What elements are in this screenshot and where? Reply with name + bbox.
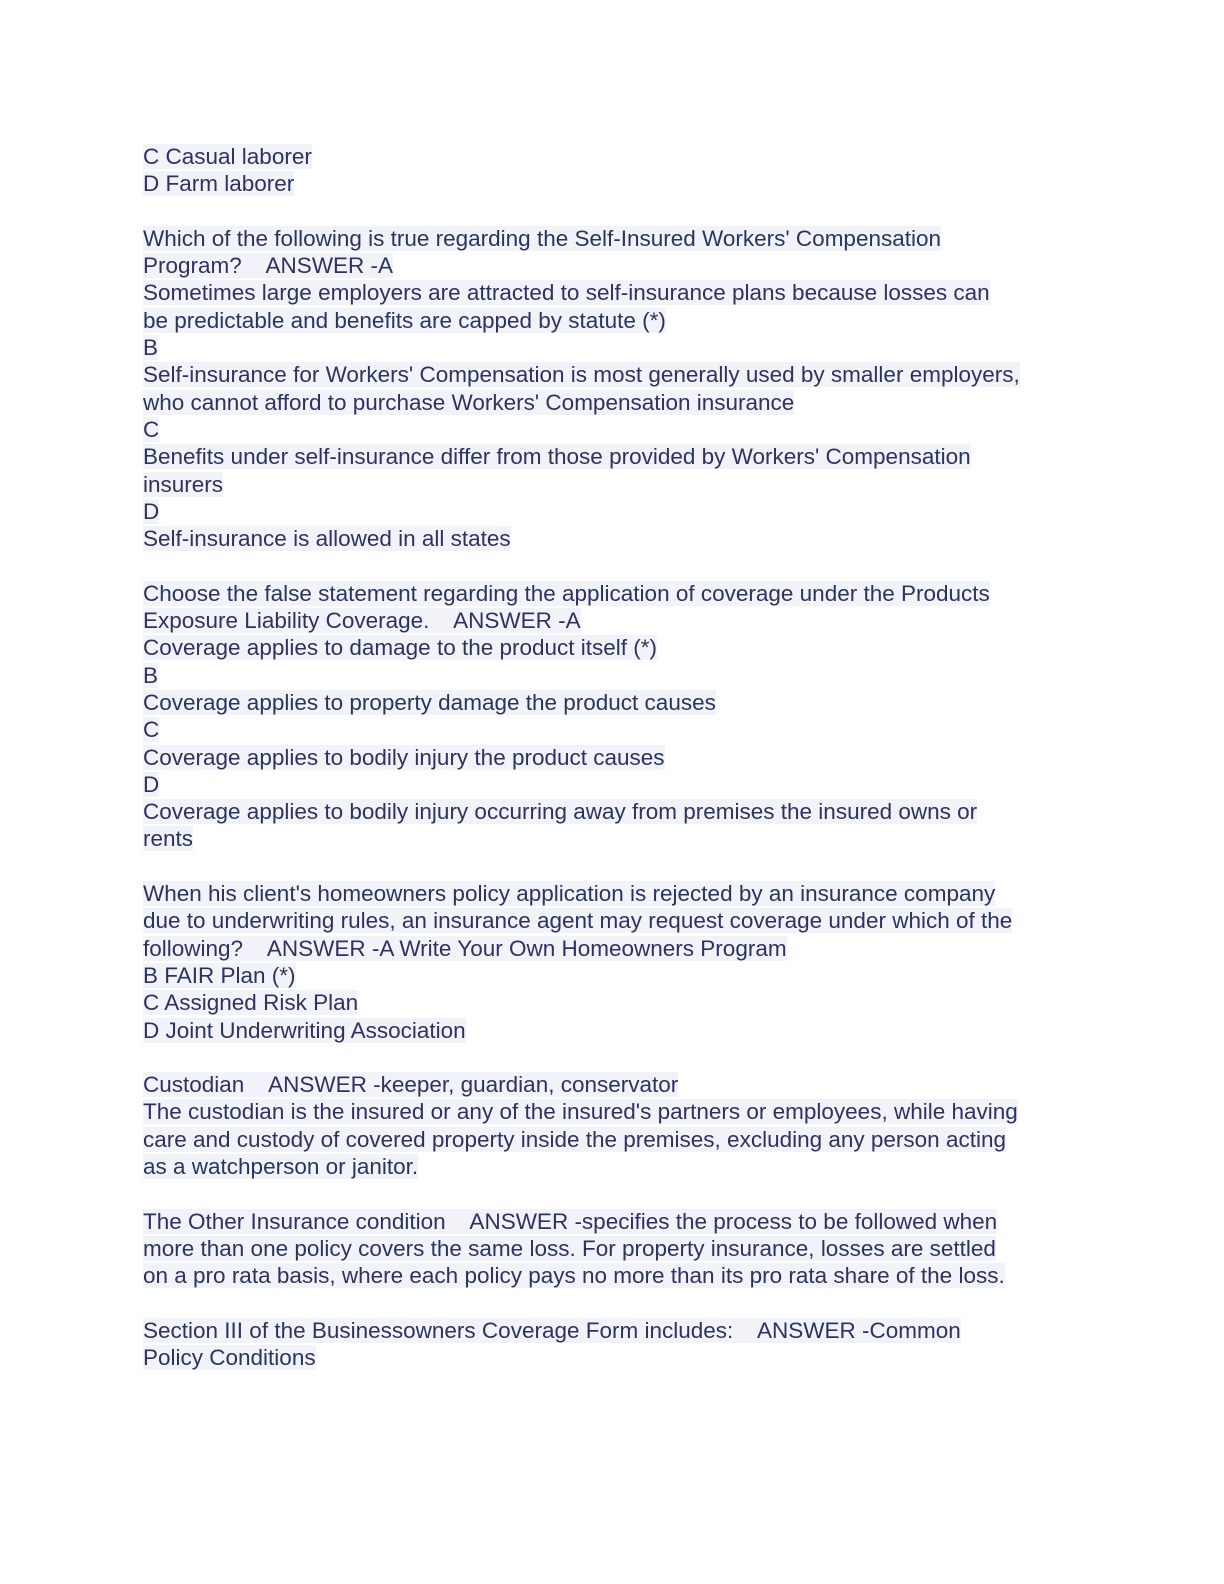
text-line-content: Which of the following is true regarding the Self-Insured Workers' Compensation — [143, 225, 942, 251]
text-line-content: The Other Insurance condition ANSWER -specifies the process to be followed when — [143, 1208, 998, 1234]
question-products-exposure — [143, 580, 1083, 853]
text-line-content: Coverage applies to property damage the product causes — [143, 689, 716, 715]
text-line-content: B — [143, 662, 159, 688]
paragraph-gap — [143, 552, 1083, 579]
question-self-insured-wc — [143, 225, 1083, 553]
text-line — [143, 252, 1083, 279]
text-line — [143, 771, 1083, 798]
text-line — [143, 225, 1083, 252]
paragraph-gap — [143, 1180, 1083, 1207]
text-line — [143, 334, 1083, 361]
text-line-content: be predictable and benefits are capped by statute (*) — [143, 307, 666, 333]
text-line-content: Section III of the Businessowners Coverage Form includes: ANSWER -Common — [143, 1317, 961, 1343]
text-line — [143, 1344, 1083, 1371]
text-line-content: B — [143, 335, 159, 361]
text-line-content: Benefits under self-insurance differ from those provided by Workers' Compensation — [143, 444, 971, 470]
text-line-content: Custodian ANSWER -keeper, guardian, conservator — [143, 1072, 679, 1098]
text-line — [143, 525, 1083, 552]
text-line — [143, 1126, 1083, 1153]
text-line-content: The custodian is the insured or any of the insured's partners or employees, while having — [143, 1099, 1018, 1125]
text-line-content: Exposure Liability Coverage. ANSWER -A — [143, 608, 581, 634]
text-line — [143, 907, 1083, 934]
text-line — [143, 1262, 1083, 1289]
text-line-content: Coverage applies to bodily injury occurring away from premises the insured owns or — [143, 799, 978, 825]
text-line — [143, 1017, 1083, 1044]
text-line — [143, 935, 1083, 962]
text-line — [143, 580, 1083, 607]
text-line-content: on a pro rata basis, where each policy pays no more than its pro rata share of the loss. — [143, 1263, 1005, 1289]
text-line — [143, 989, 1083, 1016]
text-line-content: insurers — [143, 471, 224, 497]
text-line-content: as a watchperson or janitor. — [143, 1153, 419, 1179]
text-line — [143, 716, 1083, 743]
text-line-content: Self-insurance for Workers' Compensation is most generally used by smaller employers, — [143, 362, 1020, 388]
document-page — [143, 143, 1083, 1371]
text-line — [143, 1153, 1083, 1180]
text-line — [143, 143, 1083, 170]
text-line-content: Choose the false statement regarding the application of coverage under the Products — [143, 580, 990, 606]
text-line — [143, 307, 1083, 334]
text-line-content: more than one policy covers the same loss. For property insurance, losses are settled — [143, 1235, 996, 1261]
text-line — [143, 1235, 1083, 1262]
text-line-content: C — [143, 717, 160, 743]
paragraph-gap — [143, 853, 1083, 880]
text-line-content: due to underwriting rules, an insurance agent may request coverage under which of the — [143, 908, 1013, 934]
text-line-content: who cannot afford to purchase Workers' Compensation insurance — [143, 389, 795, 415]
text-line-content: When his client's homeowners policy application is rejected by an insurance company — [143, 881, 996, 907]
text-line — [143, 962, 1083, 989]
text-line-content: C Assigned Risk Plan — [143, 990, 359, 1016]
text-line — [143, 471, 1083, 498]
text-line — [143, 443, 1083, 470]
text-line-content: Program? ANSWER -A — [143, 253, 394, 279]
question-homeowners-rejected — [143, 880, 1083, 1044]
term-custodian — [143, 1071, 1083, 1180]
prev-question-tail — [143, 143, 1083, 198]
paragraph-gap — [143, 198, 1083, 225]
paragraph-gap — [143, 1289, 1083, 1316]
text-line-content: Sometimes large employers are attracted to self-insurance plans because losses can — [143, 280, 990, 306]
text-line-content: D Joint Underwriting Association — [143, 1017, 466, 1043]
text-line — [143, 1071, 1083, 1098]
text-line-content: C — [143, 416, 160, 442]
text-line-content: D Farm laborer — [143, 171, 295, 197]
term-other-insurance — [143, 1208, 1083, 1290]
text-line — [143, 1208, 1083, 1235]
text-line — [143, 798, 1083, 825]
text-line — [143, 744, 1083, 771]
text-line-content: C Casual laborer — [143, 144, 312, 169]
text-line — [143, 607, 1083, 634]
text-line — [143, 498, 1083, 525]
paragraph-gap — [143, 1044, 1083, 1071]
text-line-content: Self-insurance is allowed in all states — [143, 526, 511, 552]
text-line — [143, 279, 1083, 306]
text-line — [143, 416, 1083, 443]
text-line — [143, 1098, 1083, 1125]
text-line-content: D — [143, 498, 160, 524]
text-line-content: D — [143, 771, 160, 797]
text-line-content: Coverage applies to damage to the product itself (*) — [143, 635, 658, 661]
text-line — [143, 634, 1083, 661]
text-line — [143, 825, 1083, 852]
text-line — [143, 880, 1083, 907]
text-line — [143, 662, 1083, 689]
text-line-content: care and custody of covered property inside the premises, excluding any person acting — [143, 1126, 1006, 1152]
text-line — [143, 170, 1083, 197]
text-line — [143, 361, 1083, 388]
text-line-content: B FAIR Plan (*) — [143, 962, 296, 988]
text-line-content: Policy Conditions — [143, 1345, 316, 1371]
text-line-content: Coverage applies to bodily injury the product causes — [143, 744, 665, 770]
text-line — [143, 1317, 1083, 1344]
text-line-content: following? ANSWER -A Write Your Own Homeowners Program — [143, 935, 787, 961]
text-line — [143, 689, 1083, 716]
text-line-content: rents — [143, 826, 194, 852]
text-line — [143, 389, 1083, 416]
term-section-iii — [143, 1317, 1083, 1372]
